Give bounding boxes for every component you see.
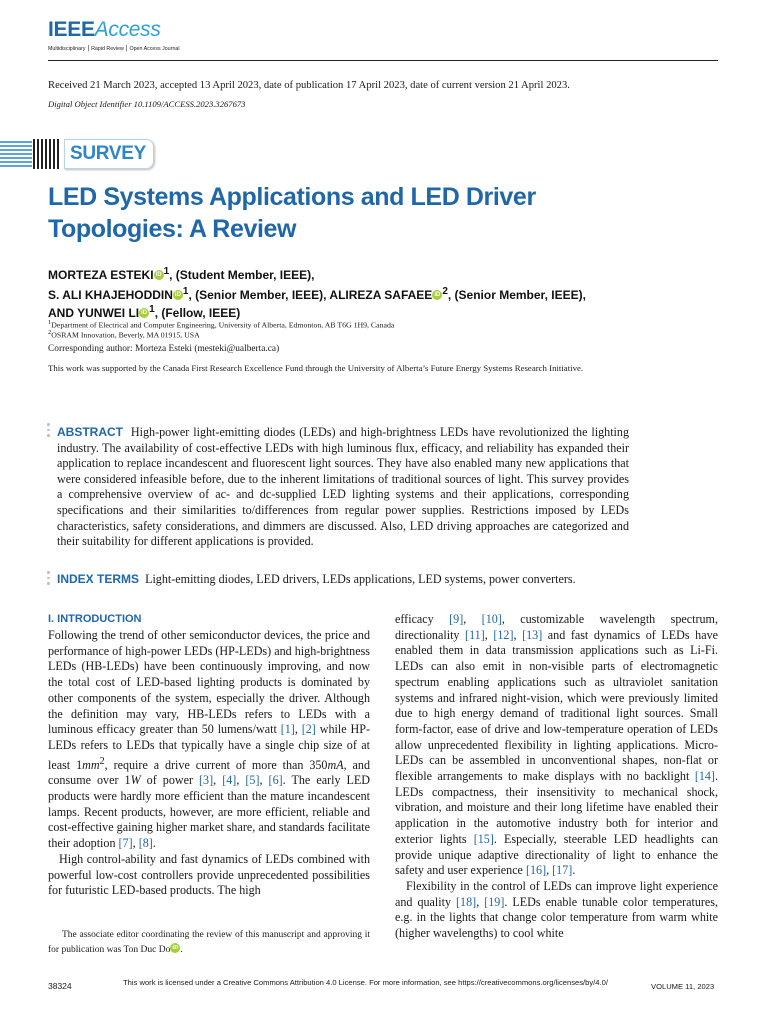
- citation-link[interactable]: [4]: [222, 773, 237, 788]
- orcid-icon[interactable]: iD: [434, 292, 441, 298]
- author-name: MORTEZA ESTEKI: [48, 268, 154, 282]
- journal-logo: IEEEAccess: [48, 18, 161, 41]
- header-divider: [48, 60, 718, 61]
- citation-link[interactable]: [1]: [280, 722, 295, 737]
- citation-link[interactable]: [8]: [138, 836, 153, 851]
- paragraph: Following the trend of other semiconductor devices, the price and performance of high-power LEDs (HP-LEDs) and high-brightness LEDs (HB-LEDs) have been continuously improving, and now the total cost of LED-based lighting products is dominated by other components of the system, especially the driver. Although the definition may vary, HB-LEDs refers to LEDs with a luminous efficacy greater than 50 lumens/watt [1], [2] while HP-LEDs refers to LEDs that typically have a single chip size of at least $1mm^2$, require a drive current of more than 350mA, and consume over 1W of power [3], [4], [5], [6]. The early LED products were hardly more efficient than the mature incandescent lamps. Recent products, however, are more efficient, reliable and cost-effective gaining higher market share, and standards facilitate their adoption [7], [8].: [48, 628, 371, 851]
- journal-tagline: Multidisciplinary ⎮ Rapid Review ⎮ Open Access Journal: [48, 46, 180, 52]
- index-terms-marker: [47, 571, 50, 588]
- orcid-icon[interactable]: iD: [141, 310, 148, 316]
- funding-note: This work was supported by the Canada First Research Excellence Fund through the University of Alberta’s Future Energy Systems Research Initiative.: [48, 363, 584, 373]
- section-heading: I. INTRODUCTION: [48, 613, 142, 625]
- citation-link[interactable]: [5]: [245, 773, 260, 788]
- author-line-1: MORTEZA ESTEKI iD $^1$, (Student Member, IEEE),: [48, 266, 315, 282]
- abstract-label: ABSTRACT: [57, 425, 123, 439]
- index-terms-label: INDEX TERMS: [57, 572, 140, 586]
- citation-link[interactable]: [19]: [484, 894, 505, 909]
- citation-link[interactable]: [16]: [525, 863, 547, 878]
- citation-link[interactable]: [3]: [199, 773, 214, 788]
- abstract-marker: [47, 423, 50, 440]
- paragraph: Flexibility in the control of LEDs can improve light experience and quality [18], [19]. LEDs enable tunable color temperatures, e.g. in the lights that change color temperature from warm white (higher wavelengths) to cool white: [395, 878, 718, 941]
- paragraph: efficacy [9], [10], customizable wavelength spectrum, directionality [11], [12], [13] and fast dynamics of LEDs have enabled them in data transmission applications such as Li-Fi. LEDs can also emit in non-visible parts of electromagnetic spectrum enabling applications such as ultraviolet sanitation systems and infrared night-vision, which were previously limited due to high energy demand of traditional light sources. Small form-factor, ease of drive and low-temperature operation of LEDs allow unprecedented flexibility in lighting applications. Micro-LEDs can be assembled in unconventional shapes, non-flat or flexible arrangements to make displays with no backlight [14]. LEDs compactness, their insensitivity to mechanical shock, vibration, and moisture and their long lifetime have enabled their application in the automotive industry both for interior and exterior lights [15]. Especially, steerable LED headlights can provide unique adaptive directionality of light to enhance the safety and user experience [16], [17].: [395, 612, 719, 878]
- citation-link[interactable]: [12]: [493, 627, 514, 642]
- citation-link[interactable]: [6]: [268, 773, 283, 788]
- citation-link[interactable]: [10]: [481, 612, 502, 626]
- citation-link[interactable]: [13]: [522, 627, 543, 642]
- corresponding-author: Corresponding author: Morteza Esteki (mesteki@ualberta.ca): [48, 344, 280, 354]
- citation-link[interactable]: [14]: [694, 769, 715, 784]
- affiliation: $^1$Department of Electrical and Computer Engineering, University of Alberta, Edmonton, AB T6G 1H9, Canada: [48, 319, 395, 330]
- abstract: [57, 425, 629, 550]
- citation-link[interactable]: [15]: [473, 831, 494, 846]
- category-bars: [33, 139, 63, 169]
- doi[interactable]: Digital Object Identifier 10.1109/ACCESS.2023.3267673: [48, 99, 246, 109]
- author-name: ALIREZA SAFAEE: [329, 288, 433, 302]
- affiliation: $^2$OSRAM Innovation, Beverly, MA 01915, USA: [48, 329, 200, 340]
- orcid-icon[interactable]: iD: [172, 945, 179, 951]
- paper-title: LED Systems Applications and LED Driver Topologies: A Review: [48, 183, 536, 243]
- citation-link[interactable]: [9]: [449, 612, 464, 626]
- index-terms: [57, 572, 657, 588]
- author-name: AND YUNWEI LI: [48, 306, 140, 320]
- citation-link[interactable]: [11]: [465, 627, 485, 642]
- abstract-text: High-power light-emitting diodes (LEDs) and high-brightness LEDs have revolutionized the lighting industry. The availability of cost-effective LEDs with high luminous flux, efficacy, and reliability has expanded their application to replace incandescent and fluorescent light sources. They have also enabled many new applications that were considered infeasible before, due to the inherent limitations of traditional sources of light. This survey provides a comprehensive overview of ac- and dc-supplied LED lighting systems and their applications, corresponding specifications and their similarities to/differences from regular power supplies. Restrictions imposed by LEDs characteristics, safety considerations, and dimmers are discussed. Also, LED driving approaches are categorized and their suitability for different applications is provided.: [57, 425, 630, 549]
- body-column-left: [48, 628, 370, 899]
- citation-link[interactable]: [7]: [118, 836, 133, 851]
- footnote: The associate editor coordinating the review of this manuscript and approving it for publication was Ton Duc Do iD .: [48, 930, 370, 955]
- category-label: SURVEY: [70, 143, 146, 164]
- license-notice[interactable]: This work is licensed under a Creative Commons Attribution 4.0 License. For more information, see https://creativecommons.org/licenses/by/4.0/: [123, 978, 608, 987]
- author-line-3: AND YUNWEI LI iD $^1$, (Fellow, IEEE): [48, 304, 241, 320]
- body-column-right: [395, 612, 718, 942]
- citation-link[interactable]: [17]: [552, 863, 573, 878]
- category-stripes: [0, 141, 32, 167]
- received-dates: Received 21 March 2023, accepted 13 April 2023, date of publication 17 April 2023, date of current version 21 April 2023.: [48, 80, 570, 91]
- volume-label: VOLUME 11, 2023: [651, 982, 715, 991]
- orcid-icon[interactable]: iD: [174, 292, 181, 298]
- paragraph: High control-ability and fast dynamics of LEDs combined with powerful low-cost controllers provide unprecedented possibilities for futuristic LED-based products. The high: [48, 851, 370, 898]
- orcid-icon[interactable]: iD: [155, 272, 162, 278]
- citation-link[interactable]: [2]: [301, 722, 316, 737]
- author-name: S. ALI KHAJEHODDIN: [48, 288, 173, 302]
- page-number: 38324: [48, 981, 72, 991]
- author-line-2: S. ALI KHAJEHODDIN iD $^1$, (Senior Member, IEEE), ALIREZA SAFAEE iD $^2$, (Senior Member, IEEE),: [48, 286, 586, 302]
- index-terms-text: Light-emitting diodes, LED drivers, LEDs applications, LED systems, power converters.: [145, 572, 576, 586]
- citation-link[interactable]: [18]: [456, 894, 477, 909]
